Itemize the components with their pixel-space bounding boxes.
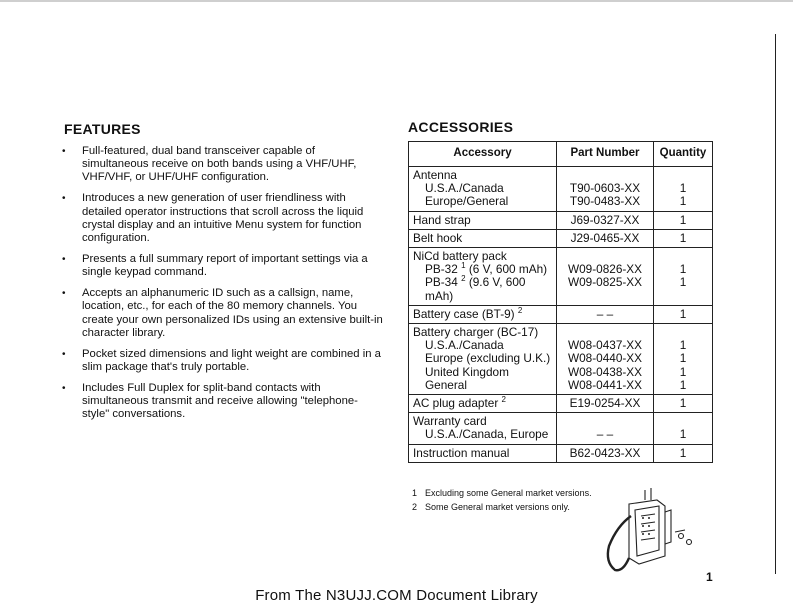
part-number-cell — [557, 167, 654, 212]
footnote-ref: 2 — [461, 274, 466, 284]
quantity-cell — [654, 413, 713, 444]
part-number-cell — [557, 324, 654, 395]
part-number: W08-0438-XX — [567, 364, 643, 379]
quantity: 1 — [654, 211, 713, 229]
table-header-row — [409, 142, 713, 167]
library-credit: From The N3UJJ.COM Document Library — [255, 587, 538, 604]
accessory-cell — [409, 305, 557, 323]
feature-item: • Full-featured, dual band transceiver capable of simultaneous receive on both bands using a VHF/UHF, VHF/VHF, or UHF/UHF configuration. — [62, 145, 384, 185]
footnote-ref: 2 — [517, 305, 523, 315]
accessory-label: Instruction manual — [409, 444, 557, 462]
feature-item: • Pocket sized dimensions and light weight are combined in a slim package that's truly portable. — [62, 348, 384, 374]
accessory-sub: U.S.A./Canada, Europe — [425, 427, 549, 442]
part-number: – – — [557, 305, 654, 323]
accessory-sub: U.S.A./Canada — [425, 338, 504, 353]
table-row-battery-charger — [409, 324, 713, 395]
part-number: J29-0465-XX — [557, 229, 654, 247]
battery-spec: (9.6 V, 600 mAh) — [425, 275, 526, 303]
accessory-sub: U.S.A./Canada — [425, 181, 504, 196]
features-heading: FEATURES — [64, 121, 141, 137]
accessory-label: Battery charger (BC-17) — [413, 325, 539, 340]
header-part-number: Part Number — [557, 142, 654, 167]
battery-model: PB-32 — [425, 262, 458, 277]
right-margin-rule — [775, 34, 776, 574]
quantity: 1 — [679, 181, 687, 196]
part-number: J69-0327-XX — [557, 211, 654, 229]
table-row-ac-plug — [409, 395, 713, 413]
quantity: 1 — [654, 229, 713, 247]
quantity: 1 — [679, 275, 687, 290]
table-row-belt-hook — [409, 229, 713, 247]
footnote-ref: 2 — [501, 395, 506, 405]
footnote-text: Excluding some General market versions. — [425, 488, 592, 498]
accessory-sub: United Kingdom — [425, 364, 509, 379]
accessory-label: Belt hook — [409, 229, 557, 247]
accessory-sub: Europe (excluding U.K.) — [425, 351, 551, 366]
features-list — [62, 145, 384, 429]
part-number: T90-0603-XX — [569, 181, 641, 196]
footnote-mark: 1 — [412, 488, 418, 498]
accessory-cell — [409, 248, 557, 306]
part-number: T90-0483-XX — [569, 194, 641, 209]
accessory-cell — [409, 324, 557, 395]
feature-item: • Includes Full Duplex for split-band contacts with simultaneous transmit and receive allowing "telephone-style" conversations. — [62, 382, 384, 422]
accessory-sub: General — [425, 377, 467, 392]
footnote — [412, 500, 592, 514]
quantity: 1 — [679, 338, 687, 353]
battery-spec: (6 V, 600 mAh) — [468, 262, 548, 277]
header-quantity: Quantity — [654, 142, 713, 167]
part-number-cell — [557, 248, 654, 306]
part-number-cell — [557, 413, 654, 444]
footnotes — [412, 486, 592, 514]
quantity: 1 — [679, 377, 687, 392]
battery-model: PB-34 — [425, 275, 458, 290]
table-row-battery-case — [409, 305, 713, 323]
table-row-instruction-manual — [409, 444, 713, 462]
quantity-cell — [654, 167, 713, 212]
part-number: B62-0423-XX — [557, 444, 654, 462]
quantity: 1 — [679, 364, 687, 379]
quantity-cell — [654, 248, 713, 306]
part-number: W08-0441-XX — [567, 377, 643, 392]
table-row-hand-strap — [409, 211, 713, 229]
quantity: 1 — [654, 395, 713, 413]
accessory-label: Antenna — [413, 168, 457, 182]
radio-belt-case-illustration — [595, 486, 705, 582]
accessory-sub: Europe/General — [425, 194, 509, 209]
top-rule — [0, 0, 793, 2]
part-number: – – — [596, 427, 614, 442]
feature-item: • Introduces a new generation of user friendliness with detailed operator instructions that scroll across the liquid crystal display and an intuitive Menu system for function configuration. — [62, 192, 384, 245]
quantity: 1 — [679, 351, 687, 366]
accessory-cell — [409, 395, 557, 413]
footnote-text: Some General market versions only. — [425, 502, 570, 512]
part-number: E19-0254-XX — [557, 395, 654, 413]
accessory-label: NiCd battery pack — [413, 249, 507, 264]
footnote-ref: 1 — [461, 261, 466, 271]
accessories-table — [408, 141, 713, 463]
quantity: 1 — [654, 444, 713, 462]
header-accessory: Accessory — [409, 142, 557, 167]
accessory-label: Warranty card — [413, 414, 487, 429]
part-number: W09-0826-XX — [567, 262, 643, 277]
quantity: 1 — [679, 194, 687, 209]
footnote — [412, 486, 592, 500]
accessory-sub — [413, 276, 552, 302]
page-number: 1 — [706, 570, 713, 584]
accessory-label: AC plug adapter — [413, 396, 499, 411]
table-row-warranty-card — [409, 413, 713, 444]
table-row-nicd-battery — [409, 248, 713, 306]
footnote-mark: 2 — [412, 502, 418, 512]
feature-item: • Accepts an alphanumeric ID such as a callsign, name, location, etc., for each of the 80 memory channels. You create your own personalized IDs using an extensive built-in character library. — [62, 287, 384, 340]
accessory-cell — [409, 413, 557, 444]
quantity-cell — [654, 324, 713, 395]
accessory-cell — [409, 167, 557, 212]
quantity: 1 — [679, 427, 687, 442]
part-number: W08-0440-XX — [567, 351, 643, 366]
table-row-antenna — [409, 167, 713, 212]
accessory-label: Hand strap — [409, 211, 557, 229]
part-number: W09-0825-XX — [567, 275, 643, 290]
quantity: 1 — [654, 305, 713, 323]
accessories-heading: ACCESSORIES — [408, 119, 514, 135]
quantity: 1 — [679, 262, 687, 277]
feature-item: • Presents a full summary report of important settings via a single keypad command. — [62, 253, 384, 279]
accessory-label: Battery case (BT-9) — [413, 306, 515, 321]
part-number: W08-0437-XX — [567, 338, 643, 353]
